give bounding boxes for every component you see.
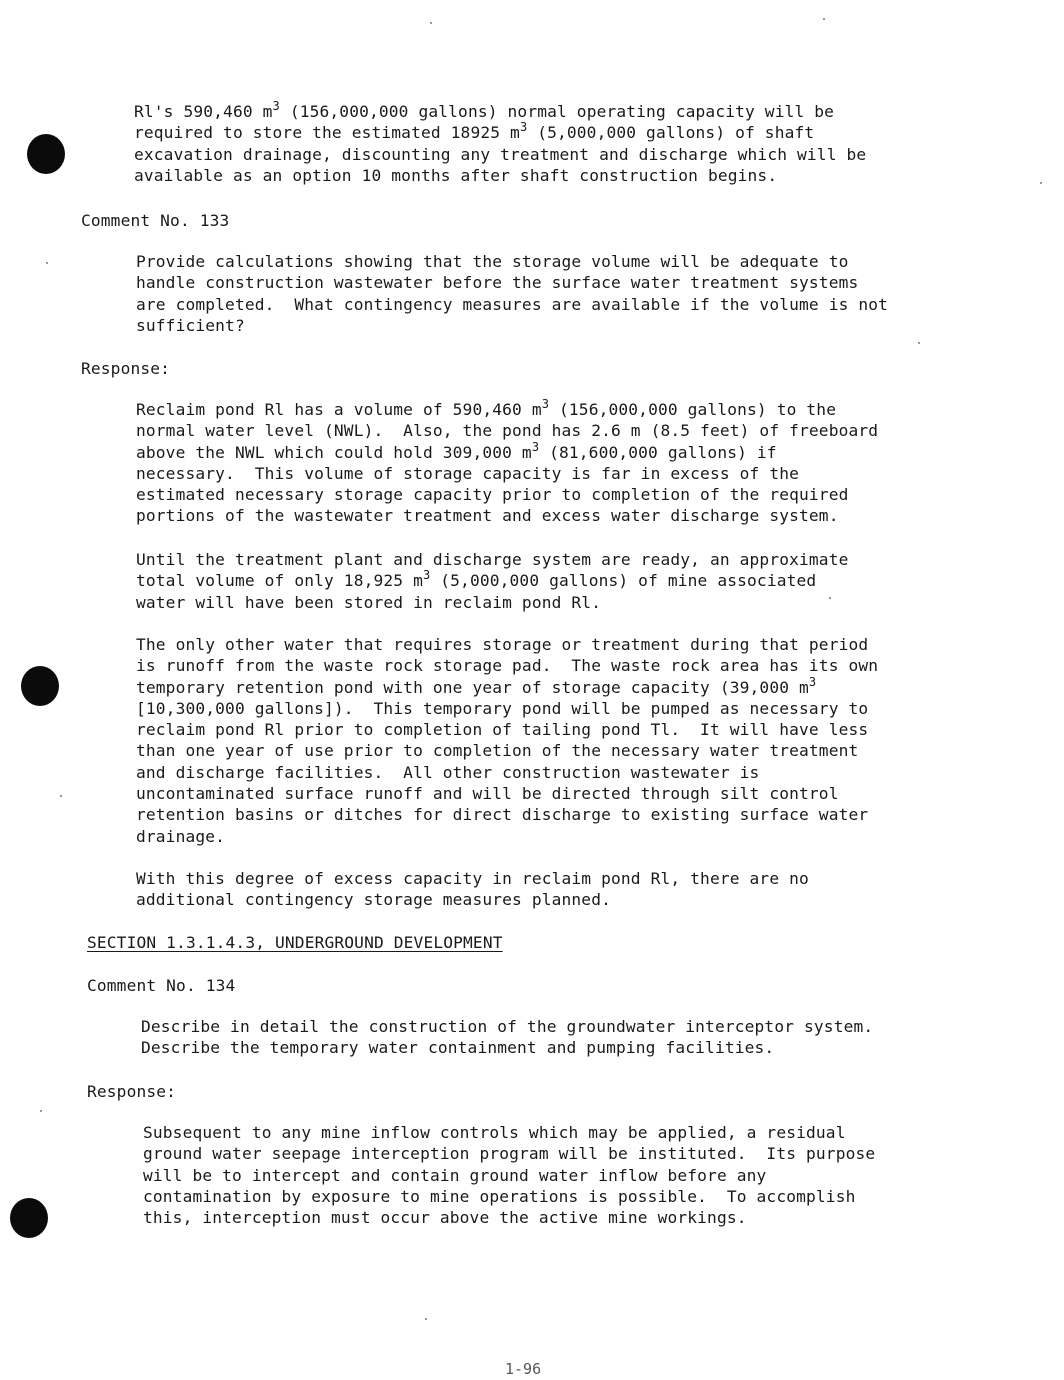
punch-hole-bottom bbox=[10, 1198, 48, 1238]
comment-133-label: Comment No. 133 bbox=[81, 211, 230, 230]
comment-134-label: Comment No. 134 bbox=[87, 976, 236, 995]
response-134-label: Response: bbox=[87, 1082, 177, 1101]
scan-speck bbox=[918, 342, 920, 344]
comment-134-text: Describe in detail the construction of the groundwater interceptor system. Describe the temporary water containment and pumping facilities. bbox=[141, 1017, 874, 1058]
response-133-label: Response: bbox=[81, 359, 171, 378]
response-133-paragraph-1: Reclaim pond Rl has a volume of 590,460 $m^3$ (156,000,000 gallons) to the normal water level (NWL). Also, the pond has 2.6 m (8.5 feet) of freeboard above the NWL which could hold 309,000 $m^3$ (81,600,000 gallons) if necessary. This volume of storage capacity is far in excess of the estimated necessary storage capacity prior to completion of the required portions of the wastewater treatment and excess water discharge system. bbox=[136, 397, 879, 526]
scan-speck bbox=[60, 795, 62, 797]
punch-hole-top bbox=[27, 134, 65, 174]
scan-speck bbox=[823, 18, 825, 20]
page-number: 1-96 bbox=[505, 1360, 542, 1378]
response-134-text: Subsequent to any mine inflow controls which may be applied, a residual ground water seepage interception program will be instituted. Its purpose will be to intercept and contain ground water inflow before any contamination by exposure to mine operations is possible. To accomplish this, interception must occur above the active mine workings. bbox=[143, 1123, 876, 1228]
scan-speck bbox=[425, 1318, 427, 1320]
scan-speck bbox=[1040, 182, 1042, 184]
scan-speck bbox=[430, 22, 432, 24]
section-heading: SECTION 1.3.1.4.3, UNDERGROUND DEVELOPMENT bbox=[87, 933, 503, 952]
punch-hole-middle bbox=[21, 666, 59, 706]
response-133-paragraph-3: The only other water that requires storage or treatment during that period is runoff from the waste rock storage pad. The waste rock area has its own temporary retention pond with one year of storage capacity (39,000 $m^3$ [10,300,000 gallons]). This temporary pond will be pumped as necessary to reclaim pond Rl prior to completion of tailing pond Tl. It will have less than one year of use prior to completion of the necessary water treatment and discharge facilities. All other construction wastewater is uncontaminated surface runoff and will be directed through silt control retention basins or ditches for direct discharge to existing surface water drainage. bbox=[136, 635, 879, 846]
response-133-paragraph-2: Until the treatment plant and discharge system are ready, an approximate total volume of only 18,925 $m^3$ (5,000,000 gallons) of mine associated water will have been stored in reclaim pond Rl. bbox=[136, 550, 849, 612]
comment-133-text: Provide calculations showing that the storage volume will be adequate to handle construction wastewater before the surface water treatment systems are completed. What contingency measures are available if the volume is not sufficient? bbox=[136, 252, 889, 335]
scan-speck bbox=[46, 262, 48, 264]
intro-paragraph: Rl's 590,460 $m^3$ (156,000,000 gallons) normal operating capacity will be required to store the estimated 18925 $m^3$ (5,000,000 gallons) of shaft excavation drainage, discounting any treatment and discharge which will be available as an option 10 months after shaft construction begins. bbox=[134, 99, 867, 185]
scan-speck bbox=[40, 1110, 42, 1112]
response-133-paragraph-4: With this degree of excess capacity in reclaim pond Rl, there are no additional contingency storage measures planned. bbox=[136, 869, 809, 910]
